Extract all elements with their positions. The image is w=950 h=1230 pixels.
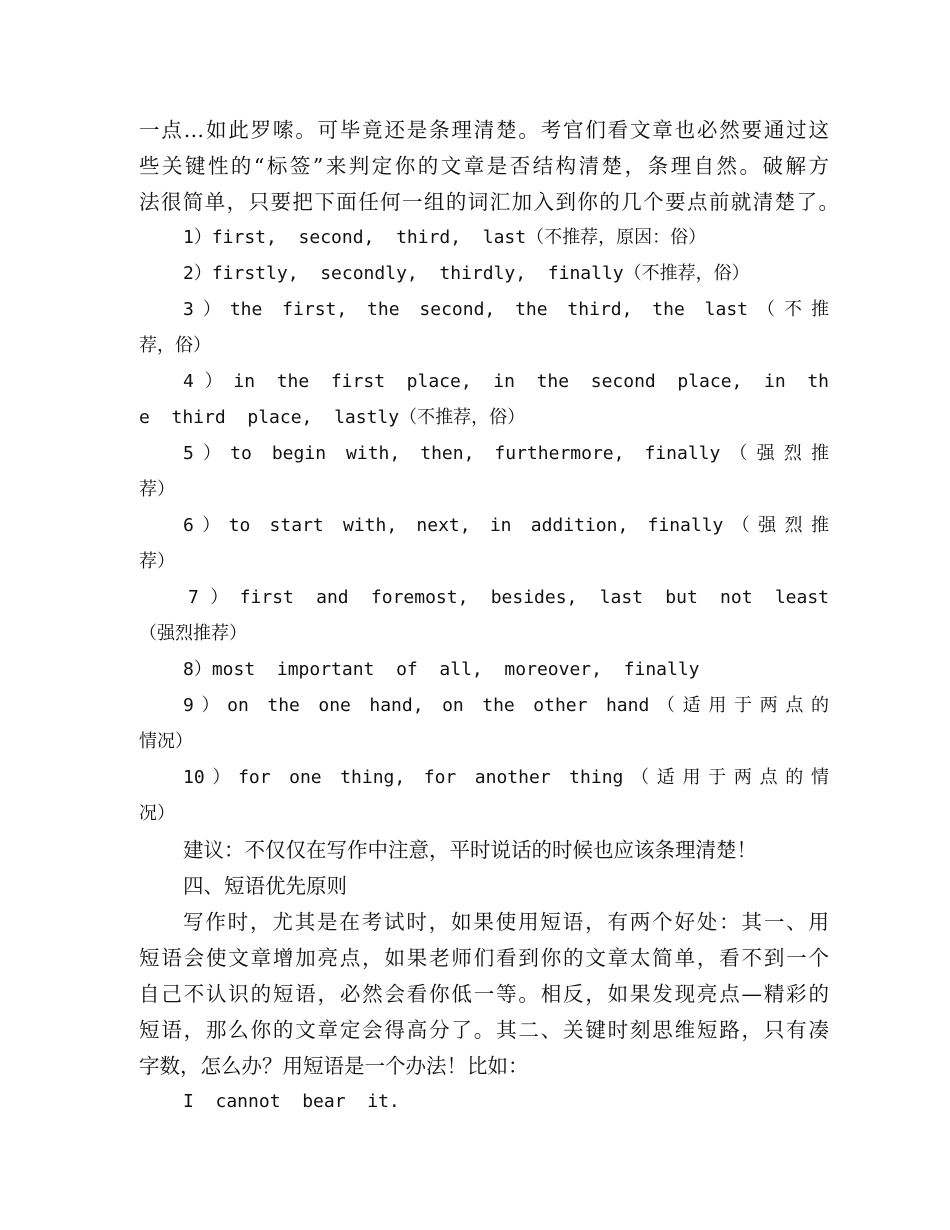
paragraph-line: 短语会使文章增加亮点，如果老师们看到你的文章太简单，看不到一个	[139, 946, 829, 970]
list-item: 7）first and foremost, besides, last but not least	[188, 587, 829, 608]
paragraph-line: 写作时，尤其是在考试时，如果使用短语，有两个好处：其一、用	[183, 910, 829, 934]
list-item: 3）the first, the second, the third, the last（不推	[183, 299, 829, 320]
list-item: 8）most important of all, moreover, finally	[183, 659, 700, 680]
paragraph-line: 字数，怎么办？用短语是一个办法！比如：	[139, 1054, 529, 1078]
paragraph-line: 自己不认识的短语，必然会看你低一等。相反，如果发现亮点—精彩的	[139, 982, 829, 1006]
list-item-continuation: 荐）	[139, 551, 175, 572]
list-item: 2）firstly, secondly, thirdly, finally（不推荐，俗）	[183, 263, 750, 284]
list-item: 10）for one thing, for another thing（适用于两点的情	[183, 767, 829, 788]
list-item-continuation: e third place, lastly（不推荐，俗）	[139, 407, 526, 428]
list-item-continuation: 荐，俗）	[139, 335, 211, 356]
paragraph-line: 些关键性的“标签”来判定你的文章是否结构清楚，条理自然。破解方	[139, 154, 829, 178]
list-item: 6）to start with, next, in addition, finally（强烈推	[183, 515, 829, 536]
advice-line: 建议：不仅仅在写作中注意，平时说话的时候也应该条理清楚！	[183, 838, 757, 862]
paragraph-line: 短语，那么你的文章定会得高分了。其二、关键时刻思维短路，只有凑	[139, 1018, 829, 1042]
list-item-continuation: 荐）	[139, 479, 175, 500]
list-item-continuation: 况）	[139, 803, 175, 824]
paragraph-line: 一点…如此罗嗦。可毕竟还是条理清楚。考官们看文章也必然要通过这	[139, 118, 829, 142]
list-item: 4）in the first place, in the second place, in th	[183, 371, 829, 392]
example-sentence: I cannot bear it.	[183, 1091, 400, 1112]
list-item-continuation: （强烈推荐）	[139, 623, 247, 644]
list-item: 5）to begin with, then, furthermore, finally（强烈推	[183, 443, 829, 464]
paragraph-line: 法很简单，只要把下面任何一组的词汇加入到你的几个要点前就清楚了。	[139, 190, 839, 214]
list-item: 9）on the one hand, on the other hand（适用于两点的	[183, 695, 829, 716]
section-heading: 四、短语优先原则	[183, 874, 347, 898]
list-item: 1）first, second, third, last（不推荐，原因：俗）	[183, 227, 707, 248]
list-item-continuation: 情况）	[139, 731, 193, 752]
